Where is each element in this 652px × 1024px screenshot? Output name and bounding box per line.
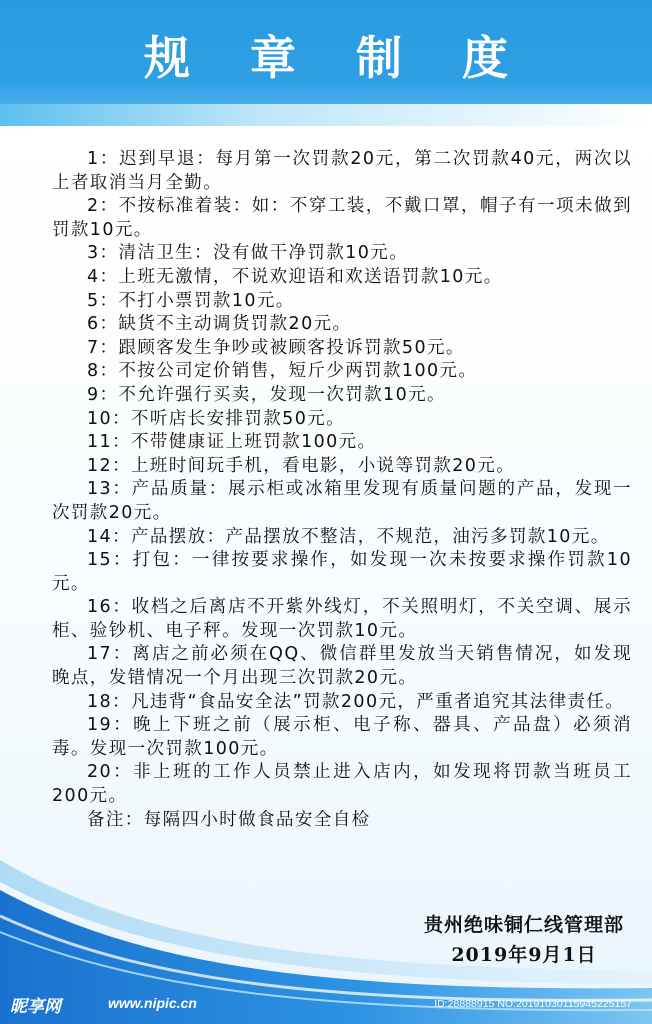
- rules-list: [52, 148, 632, 832]
- rule-item: 3：清洁卫生：没有做干净罚款10元。: [87, 243, 409, 264]
- rule-item: 20：非上班的工作人员禁止进入店内，如发现将罚款当班员工200元。: [52, 762, 632, 807]
- rule-item: 14：产品摆放：产品摆放不整洁，不规范，油污多罚款10元。: [87, 526, 610, 547]
- signature-date: 2019年9月1日: [451, 944, 597, 966]
- rule-item: 17：离店之前必须在QQ、微信群里发放当天销售情况，如发现晚点，发错情况一个月出现三次罚款20元。: [52, 644, 632, 689]
- page-title: 规 章 制 度: [143, 31, 531, 85]
- rule-item: 12：上班时间玩手机，看电影，小说等罚款20元。: [87, 455, 516, 476]
- watermark-url: www.nipic.cn: [108, 995, 197, 1011]
- signature-org: 贵州绝味铜仁线管理部: [423, 914, 624, 936]
- rule-item: 7：跟顾客发生争吵或被顾客投诉罚款50元。: [87, 337, 465, 358]
- rule-item: 10：不听店长安排罚款50元。: [87, 408, 346, 429]
- rule-item: 5：不打小票罚款10元。: [87, 290, 295, 311]
- rule-item: 9：不允许强行买卖，发现一次罚款10元。: [87, 384, 446, 405]
- rule-item: 8：不按公司定价销售，短斤少两罚款100元。: [87, 361, 478, 382]
- watermark-logo: 昵享网: [10, 997, 61, 1016]
- rule-item: 16：收档之后离店不开紫外线灯，不关照明灯，不关空调、展示柜、验钞机、电子秤。发现一次罚款10元。: [52, 597, 632, 641]
- header-gradient-strip: [0, 104, 652, 126]
- rule-item: 15：打包：一律按要求操作，如发现一次未按要求操作罚款10元。: [52, 550, 632, 594]
- signature-block: [424, 910, 624, 970]
- rule-item: 19：晚上下班之前（展示柜、电子称、器具、产品盘）必须消毒。发现一次罚款100元。: [52, 715, 632, 759]
- rule-item: 1：迟到早退：每月第一次罚款20元，第二次罚款40元，两次以上者取消当月全勤。: [52, 149, 632, 193]
- rule-item: 13：产品质量：展示柜或冰箱里发现有质量问题的产品，发现一次罚款20元。: [52, 479, 632, 523]
- watermark-id: ID:28888915 NO:20191030115945225157: [434, 998, 632, 1010]
- rule-item: 2：不按标准着装：如：不穿工装，不戴口罩，帽子有一项未做到罚款10元。: [52, 196, 632, 240]
- rule-item: 11：不带健康证上班罚款100元。: [87, 432, 377, 453]
- remark-note: 备注：每隔四小时做食品安全自检: [87, 809, 371, 830]
- rule-item: 18：凡违背“食品安全法”罚款200元，严重者追究其法律责任。: [87, 691, 625, 712]
- rule-item: 4：上班无激情，不说欢迎语和欢送语罚款10元。: [87, 266, 503, 287]
- rule-item: 6：缺货不主动调货罚款20元。: [87, 314, 352, 335]
